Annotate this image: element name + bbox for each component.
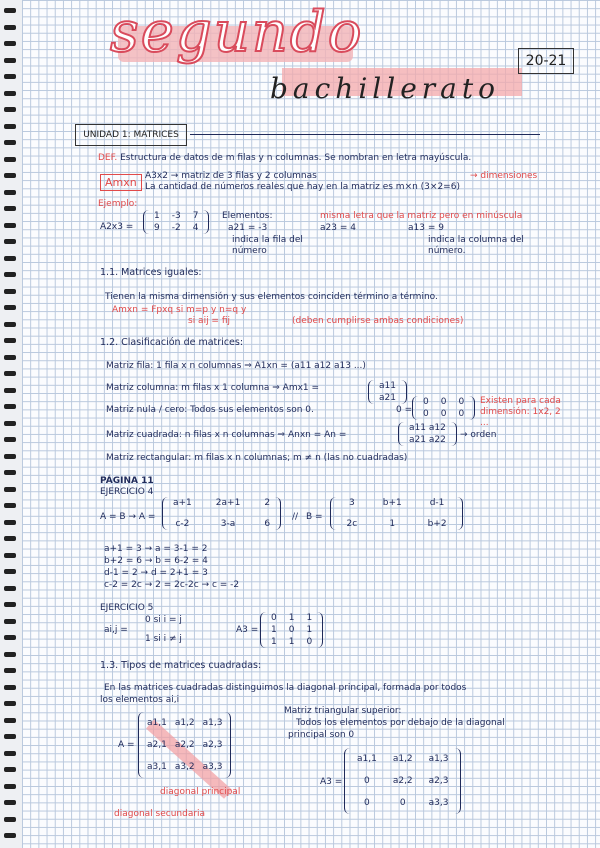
ejercicio-4-title: EJERCICIO 4 — [100, 487, 154, 497]
s11-formula-1: Amxn = Fpxq si m=p y n=q y — [112, 305, 247, 315]
spiral-hole — [4, 454, 16, 459]
cell: -2 — [171, 223, 181, 233]
def-case-2: 1 si i ≠ j — [145, 634, 182, 644]
matrix-b — [330, 497, 463, 534]
cell: 7 — [192, 211, 199, 221]
a3-tri-label: A3 = — [320, 777, 343, 787]
spiral-hole — [4, 602, 16, 607]
cell: 9 — [154, 223, 160, 233]
cell: a11 a12 — [409, 423, 446, 433]
spiral-hole — [4, 800, 16, 805]
def-line — [98, 153, 471, 164]
misma-letra-note: misma letra que la matriz pero en minúscula — [320, 211, 523, 221]
spiral-hole — [4, 767, 16, 772]
spiral-hole — [4, 404, 16, 409]
spiral-hole — [4, 256, 16, 261]
a3-matrix — [260, 612, 323, 652]
cell: c-2 — [175, 519, 190, 529]
cell: 3 — [349, 498, 355, 508]
step-2: b+2 = 6 → b = 6-2 = 4 — [104, 556, 208, 566]
spiral-hole — [4, 553, 16, 558]
cell: a1,1 — [147, 718, 167, 728]
spiral-hole — [4, 190, 16, 195]
cell: 1 — [288, 613, 295, 623]
cell: a11 — [379, 381, 396, 391]
spiral-hole — [4, 388, 16, 393]
spiral-hole — [4, 239, 16, 244]
def-notation: Amxn — [100, 174, 142, 191]
matrix-a — [162, 497, 281, 534]
s11-text: Tienen la misma dimensión y sus elementos coinciden término a término. — [105, 292, 438, 302]
step-4: c-2 = 2c → 2 = 2c-2c → c = -2 — [104, 580, 240, 590]
spiral-hole — [4, 272, 16, 277]
page-title: segundo — [110, 0, 364, 65]
ejemplo-label: Ejemplo: — [98, 199, 138, 209]
separator: // — [292, 512, 299, 522]
spiral-hole — [4, 619, 16, 624]
spiral-hole — [4, 41, 16, 46]
spiral-hole — [4, 668, 16, 673]
cell: 1 — [288, 637, 295, 647]
cell: a21 — [379, 393, 396, 403]
orden-note: → orden — [460, 430, 497, 440]
cell: 1 — [306, 625, 313, 635]
cell: 1 — [389, 519, 396, 529]
triangular-matrix — [344, 748, 461, 818]
cell: 3-a — [220, 519, 236, 529]
spiral-hole — [4, 751, 16, 756]
cell: a+1 — [173, 498, 192, 508]
ejemplo-name: A2x3 = — [100, 222, 134, 232]
diagonal-secundaria-label: diagonal secundaria — [114, 809, 206, 819]
def-dims: → dimensiones — [470, 171, 538, 181]
cell: a2,3 — [202, 740, 223, 750]
b-eq: B = — [306, 512, 323, 522]
spiral-hole — [4, 74, 16, 79]
cell: 0 — [364, 776, 370, 786]
spiral-hole — [4, 701, 16, 706]
cell: 1 — [306, 613, 313, 623]
spiral-hole — [4, 569, 16, 574]
cell: 4 — [192, 223, 199, 233]
section-1-3-title: 1.3. Tipos de matrices cuadradas: — [100, 660, 262, 671]
triangular-title: Matriz triangular superior: — [284, 706, 402, 716]
class-rectangular: Matriz rectangular: m filas x n columnas; m ≠ n (las no cuadradas) — [106, 453, 408, 463]
spiral-hole — [4, 734, 16, 739]
def-example: A3x2 → matriz de 3 filas y 2 columnas — [145, 171, 317, 181]
a-label: A = — [118, 740, 135, 750]
def-tag: DEF. — [98, 153, 118, 163]
spiral-hole — [4, 487, 16, 492]
spiral-hole — [4, 8, 16, 13]
unit-label: UNIDAD 1: MATRICES — [75, 124, 187, 146]
cell: a3,1 — [147, 762, 167, 772]
spiral-hole — [4, 223, 16, 228]
spiral-hole — [4, 58, 16, 63]
spiral-hole — [4, 338, 16, 343]
spiral-hole — [4, 833, 16, 838]
spiral-hole — [4, 784, 16, 789]
year-badge: 20-21 — [518, 48, 574, 74]
spiral-hole — [4, 421, 16, 426]
ejercicio-5-title: EJERCICIO 5 — [100, 603, 154, 613]
triangular-text-1: Todos los elementos por debajo de la diagonal — [296, 718, 505, 728]
cell: a2,1 — [147, 740, 167, 750]
class-fila: Matriz fila: 1 fila x n columnas ⇒ A1xn = (a11 a12 a13 ...) — [106, 361, 366, 371]
spiral-hole — [4, 107, 16, 112]
spiral-hole — [4, 206, 16, 211]
spiral-hole — [4, 503, 16, 508]
cell: 0 — [271, 613, 277, 623]
spiral-binding — [0, 0, 22, 848]
cuadrada-matrix — [398, 422, 457, 450]
class-cuadrada: Matriz cuadrada: n filas x n columnas ⇒ Anxn = An = — [106, 430, 347, 440]
spiral-hole — [4, 685, 16, 690]
aij-label: ai,j = — [104, 625, 128, 635]
cell: a3,3 — [428, 798, 449, 808]
nula-zero: 0 = — [396, 405, 413, 415]
def-count: La cantidad de números reales que hay en la matriz es m×n (3×2=6) — [145, 182, 460, 192]
divider — [190, 134, 540, 135]
spiral-hole — [4, 586, 16, 591]
spiral-hole — [4, 25, 16, 30]
cell: a2,2 — [392, 776, 413, 786]
class-nula: Matriz nula / cero: Todos sus elementos son 0. — [106, 405, 314, 415]
cell: a3,2 — [174, 762, 195, 772]
step-3: d-1 = 2 → d = 2+1 = 3 — [104, 568, 208, 578]
class-columna: Matriz columna: m filas x 1 columna ⇒ Amx1 = — [106, 383, 320, 393]
cell: 2 — [264, 498, 271, 508]
cell: 0 — [399, 798, 406, 808]
cell: a1,2 — [392, 754, 413, 764]
element-a21: a21 = -3 — [228, 223, 268, 233]
cell: 1 — [271, 625, 277, 635]
a3-label: A3 = — [236, 625, 259, 635]
spiral-hole — [4, 635, 16, 640]
s11-formula-2: si aij = fij — [188, 316, 230, 326]
spiral-hole — [4, 289, 16, 294]
triangular-text-2: principal son 0 — [288, 730, 355, 740]
s13-text-1: En las matrices cuadradas distinguimos la diagonal principal, formada por todos — [104, 683, 467, 693]
a-eq-b: A = B → A = — [100, 512, 156, 522]
s13-text-2: los elementos ai,i — [100, 695, 180, 705]
step-1: a+1 = 3 → a = 3-1 = 2 — [104, 544, 208, 554]
cell: a1,2 — [174, 718, 195, 728]
cell: 0 — [364, 798, 370, 808]
element-a13-note: indica la columna del número. — [428, 235, 524, 256]
spiral-hole — [4, 718, 16, 723]
cell: a1,3 — [202, 718, 223, 728]
cell: d-1 — [429, 498, 445, 508]
spiral-hole — [4, 371, 16, 376]
pagina-title: PÁGINA 11 — [100, 476, 154, 486]
cell: a1,3 — [428, 754, 449, 764]
spiral-hole — [4, 157, 16, 162]
def-text: Estructura de datos de m filas y n columnas. Se nombran en letra mayúscula. — [120, 153, 472, 163]
spiral-hole — [4, 124, 16, 129]
cell: a21 a22 — [409, 435, 446, 445]
cell: a2,3 — [428, 776, 449, 786]
spiral-hole — [4, 652, 16, 657]
element-a21-note: indica la fila del número — [232, 235, 303, 256]
spiral-hole — [4, 470, 16, 475]
spiral-hole — [4, 817, 16, 822]
cell: b+2 — [427, 519, 447, 529]
element-a23: a23 = 4 — [320, 223, 356, 233]
columna-matrix — [368, 380, 407, 408]
cell: 6 — [264, 519, 271, 529]
cell: 0 — [306, 637, 313, 647]
spiral-hole — [4, 520, 16, 525]
s11-note: (deben cumplirse ambas condiciones) — [292, 316, 464, 326]
spiral-hole — [4, 322, 16, 327]
cell: a1,1 — [357, 754, 377, 764]
cell: b+1 — [382, 498, 402, 508]
spiral-hole — [4, 91, 16, 96]
diagonal-principal-label: diagonal principal — [160, 787, 241, 797]
spiral-hole — [4, 355, 16, 360]
cell: 1 — [271, 637, 277, 647]
spiral-hole — [4, 437, 16, 442]
section-1-1-title: 1.1. Matrices iguales: — [100, 267, 202, 278]
def-case-1: 0 si i = j — [145, 615, 182, 625]
a-matrix — [138, 712, 231, 782]
page-subtitle: bachillerato — [270, 72, 500, 105]
cell: a2,2 — [174, 740, 195, 750]
nula-note: Existen para cada dimensión: 1x2, 2 ... — [480, 396, 561, 428]
cell: a3,3 — [202, 762, 223, 772]
spiral-hole — [4, 173, 16, 178]
element-a13: a13 = 9 — [408, 223, 444, 233]
ejemplo-matrix — [143, 210, 209, 238]
spiral-hole — [4, 305, 16, 310]
cell: 0 — [288, 625, 295, 635]
section-1-2-title: 1.2. Clasificación de matrices: — [100, 337, 244, 348]
elementos-label: Elementos: — [222, 211, 273, 221]
spiral-hole — [4, 140, 16, 145]
cell: 1 — [154, 211, 160, 221]
nula-matrix: 0 0 0 0 0 0 — [412, 396, 475, 424]
cell: 2a+1 — [215, 498, 241, 508]
cell: -3 — [171, 211, 181, 221]
spiral-hole — [4, 536, 16, 541]
cell: 2c — [346, 519, 358, 529]
